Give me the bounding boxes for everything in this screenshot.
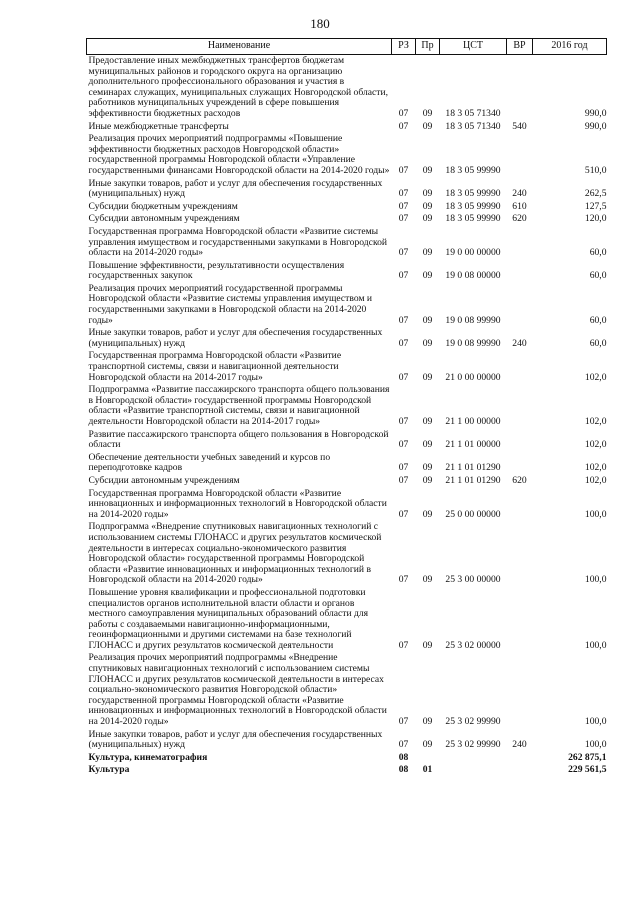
row-cst: 19 0 08 99990 <box>445 314 501 326</box>
row-cst: 18 3 05 71340 <box>445 107 501 119</box>
row-name: Культура <box>88 764 130 776</box>
row-name: Иные межбюджетные трансферты <box>88 120 229 132</box>
row-cst: 25 0 00 00000 <box>445 508 501 520</box>
row-rz: 07 <box>398 213 409 225</box>
budget-table <box>86 38 607 777</box>
row-vr: 240 <box>512 188 527 200</box>
row-vr <box>507 521 533 587</box>
table-row-section <box>87 764 607 777</box>
row-vr: 620 <box>512 474 527 486</box>
row-vr <box>507 55 533 121</box>
row-pr: 09 <box>422 462 433 474</box>
row-rz: 07 <box>398 416 409 427</box>
row-cst: 21 0 00 00000 <box>445 371 501 383</box>
row-name: Государственная программа Новгородской области «Развитие системы управления имуществом и государственными закупками в Новгородской области на 2014-2020 годы» <box>88 225 388 259</box>
row-vr <box>507 452 533 475</box>
table-body <box>87 55 607 778</box>
table-row <box>87 283 607 327</box>
row-sum: 102,0 <box>584 439 607 451</box>
row-cst: 19 0 00 00000 <box>445 247 501 259</box>
column-header-sum: 2016 год <box>533 39 607 55</box>
column-header-cst: ЦСТ <box>440 39 507 55</box>
row-name: Культура, кинематография <box>88 751 208 763</box>
row-rz: 07 <box>398 120 409 132</box>
row-sum: 990,0 <box>584 107 607 119</box>
row-rz: 07 <box>398 247 409 259</box>
row-vr <box>507 587 533 653</box>
row-vr: 240 <box>512 337 527 349</box>
row-pr: 09 <box>422 270 433 282</box>
row-vr <box>507 260 533 283</box>
row-vr <box>507 226 533 260</box>
table-row <box>87 488 607 522</box>
row-name: Повышение эффективности, результативности осуществления государственных закупок <box>88 259 345 282</box>
row-name: Реализация прочих мероприятий подпрограммы «Внедрение спутниковых навигационных технологий с использованием системы ГЛОНАСС и других результатов космической деятельности в интересах социально-экономического развития Новгородской области» государственной программы Новгородской области «Развитие инновационных и информационных технологий в Новгородской области на 2014-2020 годы» <box>88 652 387 728</box>
row-sum: 990,0 <box>584 120 607 132</box>
row-rz: 07 <box>398 270 409 282</box>
row-name: Субсидии автономным учреждениям <box>88 213 240 225</box>
row-rz: 07 <box>398 439 409 451</box>
row-rz: 07 <box>398 716 409 728</box>
row-rz: 07 <box>398 574 409 586</box>
row-pr: 09 <box>422 371 433 383</box>
row-pr: 09 <box>422 337 433 349</box>
row-cst: 18 3 05 99990 <box>445 188 501 200</box>
row-sum: 102,0 <box>584 462 607 474</box>
column-header-rz: РЗ <box>392 39 416 55</box>
table-row <box>87 327 607 350</box>
row-vr <box>507 283 533 327</box>
row-pr: 01 <box>422 764 433 776</box>
row-sum: 102,0 <box>584 474 607 486</box>
row-sum: 60,0 <box>589 314 607 326</box>
row-sum: 120,0 <box>584 213 607 225</box>
row-sum: 100,0 <box>584 508 607 520</box>
table-row <box>87 429 607 452</box>
row-vr <box>507 384 533 428</box>
table-row <box>87 729 607 752</box>
row-pr: 09 <box>422 247 433 259</box>
row-cst: 21 1 01 01290 <box>445 474 501 486</box>
row-name: Субсидии бюджетным учреждениям <box>88 200 238 212</box>
row-sum: 60,0 <box>589 247 607 259</box>
row-pr: 09 <box>422 508 433 520</box>
row-name: Повышение уровня квалификации и профессиональной подготовки специалистов органов исполнительной власти области и органов местного самоуправления муниципальных образований области для работы с создаваемыми навигационно-информационными, геоинформационными и другими системами на базе технологий ГЛОНАСС и других результатов космической деятельности <box>88 586 369 651</box>
row-sum: 127,5 <box>584 200 607 212</box>
row-pr: 09 <box>422 639 433 651</box>
row-cst: 25 3 02 99990 <box>445 739 501 751</box>
row-vr <box>507 488 533 522</box>
row-vr <box>507 764 533 777</box>
table-row <box>87 213 607 226</box>
row-name: Государственная программа Новгородской области «Развитие транспортной системы, связи и навигационной деятельности Новгородской области на 2014-2017 годы» <box>88 350 342 383</box>
row-cst <box>440 764 507 777</box>
row-pr: 09 <box>422 716 433 728</box>
row-name: Иные закупки товаров, работ и услуг для обеспечения государственных (муниципальных) нужд <box>88 728 383 751</box>
row-sum: 60,0 <box>589 337 607 349</box>
table-row <box>87 521 607 587</box>
table-row <box>87 226 607 260</box>
table-row-section <box>87 752 607 765</box>
row-name: Обеспечение деятельности учебных заведений и курсов по переподготовке кадров <box>88 451 331 474</box>
row-cst <box>440 752 507 765</box>
table-row <box>87 201 607 214</box>
row-cst: 21 1 00 00000 <box>445 416 501 427</box>
row-rz: 07 <box>398 639 409 651</box>
row-name: Подпрограмма «Развитие пассажирского транспорта общего пользования в Новгородской области» государственной программы Новгородской области «Развитие транспортной системы, связи и навигационной деятельности Новгородской области на 2014-2017 годы» <box>88 384 390 427</box>
row-sum: 262 875,1 <box>568 751 607 763</box>
row-pr: 09 <box>422 164 433 176</box>
row-pr: 09 <box>422 200 433 212</box>
table-row <box>87 384 607 428</box>
row-cst: 18 3 05 99990 <box>445 200 501 212</box>
row-rz: 07 <box>398 164 409 176</box>
row-sum: 102,0 <box>584 416 607 427</box>
row-vr: 620 <box>512 213 527 225</box>
row-rz: 07 <box>398 200 409 212</box>
row-vr <box>507 133 533 177</box>
row-rz: 07 <box>398 371 409 383</box>
table-row <box>87 55 607 121</box>
row-name: Иные закупки товаров, работ и услуг для обеспечения государственных (муниципальных) нужд <box>88 177 383 200</box>
row-pr: 09 <box>422 213 433 225</box>
row-vr <box>507 652 533 728</box>
row-cst: 25 3 02 99990 <box>445 716 501 728</box>
row-pr: 09 <box>422 188 433 200</box>
row-rz: 07 <box>398 508 409 520</box>
row-pr: 09 <box>422 120 433 132</box>
row-pr <box>416 752 440 765</box>
row-cst: 25 3 02 00000 <box>445 639 501 651</box>
table-row <box>87 260 607 283</box>
row-name: Реализация прочих мероприятий государственной программы Новгородской области «Развитие системы управления имуществом и государственными закупками в Новгородской области на 2014-2020 годы» <box>88 282 373 326</box>
row-pr: 09 <box>422 416 433 427</box>
row-cst: 21 1 01 01290 <box>445 462 501 474</box>
row-cst: 18 3 05 71340 <box>445 120 501 132</box>
row-vr <box>507 752 533 765</box>
row-pr: 09 <box>422 574 433 586</box>
row-cst: 18 3 05 99990 <box>445 213 501 225</box>
row-rz: 07 <box>398 739 409 751</box>
row-rz: 07 <box>398 474 409 486</box>
row-name: Реализация прочих мероприятий подпрограммы «Повышение эффективности бюджетных расходов Новгородской области» государственной программы Новгородской области «Управление государственными финансами Новгородской области на 2014-2020 годы» <box>88 133 390 176</box>
row-vr: 610 <box>512 200 527 212</box>
row-sum: 100,0 <box>584 739 607 751</box>
table-header-row <box>87 39 607 55</box>
row-sum: 100,0 <box>584 639 607 651</box>
row-sum: 262,5 <box>584 188 607 200</box>
row-name: Субсидии автономным учреждениям <box>88 474 240 486</box>
table-row <box>87 350 607 384</box>
table-row <box>87 133 607 177</box>
row-rz: 07 <box>398 462 409 474</box>
table-row <box>87 121 607 134</box>
row-rz: 08 <box>398 764 409 776</box>
table-row <box>87 178 607 201</box>
row-cst: 19 0 08 00000 <box>445 270 501 282</box>
row-vr: 240 <box>512 739 527 751</box>
row-pr: 09 <box>422 439 433 451</box>
row-name: Иные закупки товаров, работ и услуг для обеспечения государственных (муниципальных) нужд <box>88 327 383 349</box>
row-vr <box>507 429 533 452</box>
row-cst: 18 3 05 99990 <box>445 164 501 176</box>
row-cst: 19 0 08 99990 <box>445 337 501 349</box>
column-header-name: Наименование <box>87 39 392 55</box>
column-header-vr: ВР <box>507 39 533 55</box>
table-row <box>87 587 607 653</box>
row-name: Развитие пассажирского транспорта общего пользования в Новгородской области <box>88 428 389 451</box>
row-sum: 229 561,5 <box>568 764 607 776</box>
row-cst: 25 3 00 00000 <box>445 574 501 586</box>
row-pr: 09 <box>422 739 433 751</box>
row-sum: 100,0 <box>584 574 607 586</box>
row-rz: 07 <box>398 314 409 326</box>
row-rz: 07 <box>398 188 409 200</box>
row-cst: 21 1 01 00000 <box>445 439 501 451</box>
row-pr: 09 <box>422 107 433 119</box>
row-rz: 07 <box>398 107 409 119</box>
row-vr: 540 <box>512 120 527 132</box>
row-name: Предоставление иных межбюджетных трансфертов бюджетам муниципальных районов и городского округа на организацию дополнительного профессионального образования и участия в семинарах служащих, муниципальных служащих Новгородской области, работников муниципальных учреждений в сфере повышения эффективности бюджетных расходов <box>88 55 389 119</box>
column-header-pr: Пр <box>416 39 440 55</box>
row-sum: 60,0 <box>589 270 607 282</box>
row-rz: 07 <box>398 337 409 349</box>
row-sum: 102,0 <box>584 371 607 383</box>
row-rz: 08 <box>398 751 409 763</box>
table-row <box>87 475 607 488</box>
row-pr: 09 <box>422 314 433 326</box>
page-number: 180 <box>310 16 330 31</box>
row-sum: 510,0 <box>584 164 607 176</box>
table-row <box>87 652 607 728</box>
row-name: Государственная программа Новгородской области «Развитие инновационных и информационных технологий в Новгородской области на 2014-2020 годы» <box>88 487 387 520</box>
row-vr <box>507 350 533 384</box>
row-sum: 100,0 <box>584 716 607 728</box>
row-pr: 09 <box>422 474 433 486</box>
table-row <box>87 452 607 475</box>
row-name: Подпрограмма «Внедрение спутниковых навигационных технологий с использованием системы ГЛОНАСС и других результатов космической деятельности в интересах социально-экономического развития Новгородской области» государственной программы Новгородской области «Развитие инновационных и информационных технологий в Новгородской области на 2014-2020 годы» <box>88 521 382 586</box>
